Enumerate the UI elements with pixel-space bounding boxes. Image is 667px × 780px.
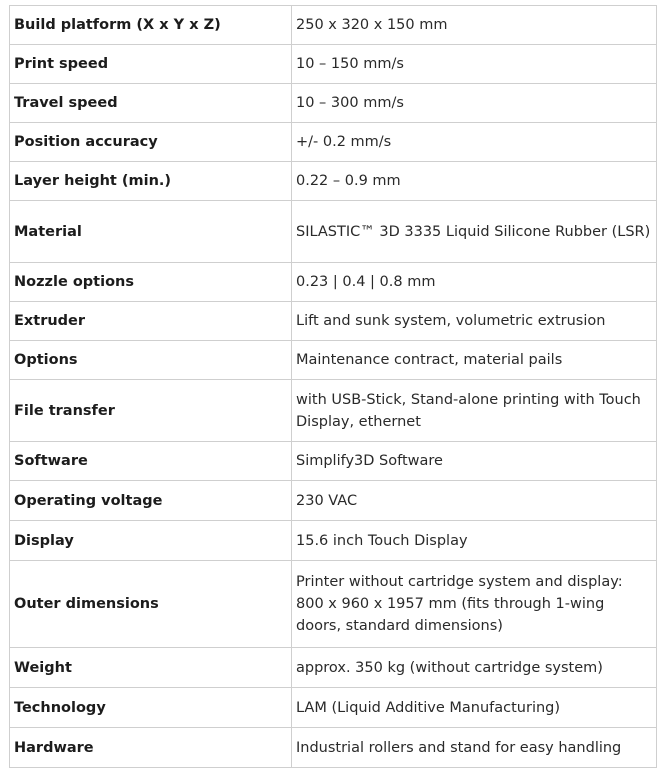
row-value: 10 – 150 mm/s xyxy=(292,45,657,84)
row-value: with USB-Stick, Stand-alone printing with Touch Display, ethernet xyxy=(292,380,657,442)
row-value: +/- 0.2 mm/s xyxy=(292,123,657,162)
row-value: 0.22 – 0.9 mm xyxy=(292,162,657,201)
row-value: 15.6 inch Touch Display xyxy=(292,521,657,561)
row-value: Simplify3D Software xyxy=(292,442,657,481)
table-row xyxy=(10,521,657,561)
table-row xyxy=(10,84,657,123)
row-label: Build platform (X x Y x Z) xyxy=(10,6,292,45)
table-row xyxy=(10,6,657,45)
row-label: File transfer xyxy=(10,380,292,442)
row-label: Layer height (min.) xyxy=(10,162,292,201)
row-value: Lift and sunk system, volumetric extrusion xyxy=(292,302,657,341)
row-value: approx. 350 kg (without cartridge system) xyxy=(292,648,657,688)
table-row xyxy=(10,263,657,302)
row-label: Nozzle options xyxy=(10,263,292,302)
table-row xyxy=(10,481,657,521)
row-label: Travel speed xyxy=(10,84,292,123)
row-value: Printer without cartridge system and display: 800 x 960 x 1957 mm (fits through 1-wing doors, standard dimensions) xyxy=(292,561,657,648)
table-row xyxy=(10,162,657,201)
table-row xyxy=(10,123,657,162)
table-row xyxy=(10,201,657,263)
row-label: Options xyxy=(10,341,292,380)
row-label: Technology xyxy=(10,688,292,728)
table-row xyxy=(10,302,657,341)
spec-table xyxy=(9,5,657,768)
table-row xyxy=(10,688,657,728)
row-value: 10 – 300 mm/s xyxy=(292,84,657,123)
row-label: Display xyxy=(10,521,292,561)
table-row xyxy=(10,442,657,481)
row-value: Industrial rollers and stand for easy handling xyxy=(292,728,657,768)
table-row xyxy=(10,561,657,648)
row-value: 250 x 320 x 150 mm xyxy=(292,6,657,45)
row-value: SILASTIC™ 3D 3335 Liquid Silicone Rubber (LSR) xyxy=(292,201,657,263)
table-row xyxy=(10,45,657,84)
row-value: 230 VAC xyxy=(292,481,657,521)
row-label: Print speed xyxy=(10,45,292,84)
row-label: Material xyxy=(10,201,292,263)
row-label: Outer dimensions xyxy=(10,561,292,648)
table-row xyxy=(10,648,657,688)
row-label: Software xyxy=(10,442,292,481)
row-value: LAM (Liquid Additive Manufacturing) xyxy=(292,688,657,728)
table-row xyxy=(10,380,657,442)
row-label: Position accuracy xyxy=(10,123,292,162)
row-label: Extruder xyxy=(10,302,292,341)
row-value: 0.23 | 0.4 | 0.8 mm xyxy=(292,263,657,302)
row-label: Weight xyxy=(10,648,292,688)
table-row xyxy=(10,728,657,768)
table-row xyxy=(10,341,657,380)
row-value: Maintenance contract, material pails xyxy=(292,341,657,380)
row-label: Operating voltage xyxy=(10,481,292,521)
row-label: Hardware xyxy=(10,728,292,768)
